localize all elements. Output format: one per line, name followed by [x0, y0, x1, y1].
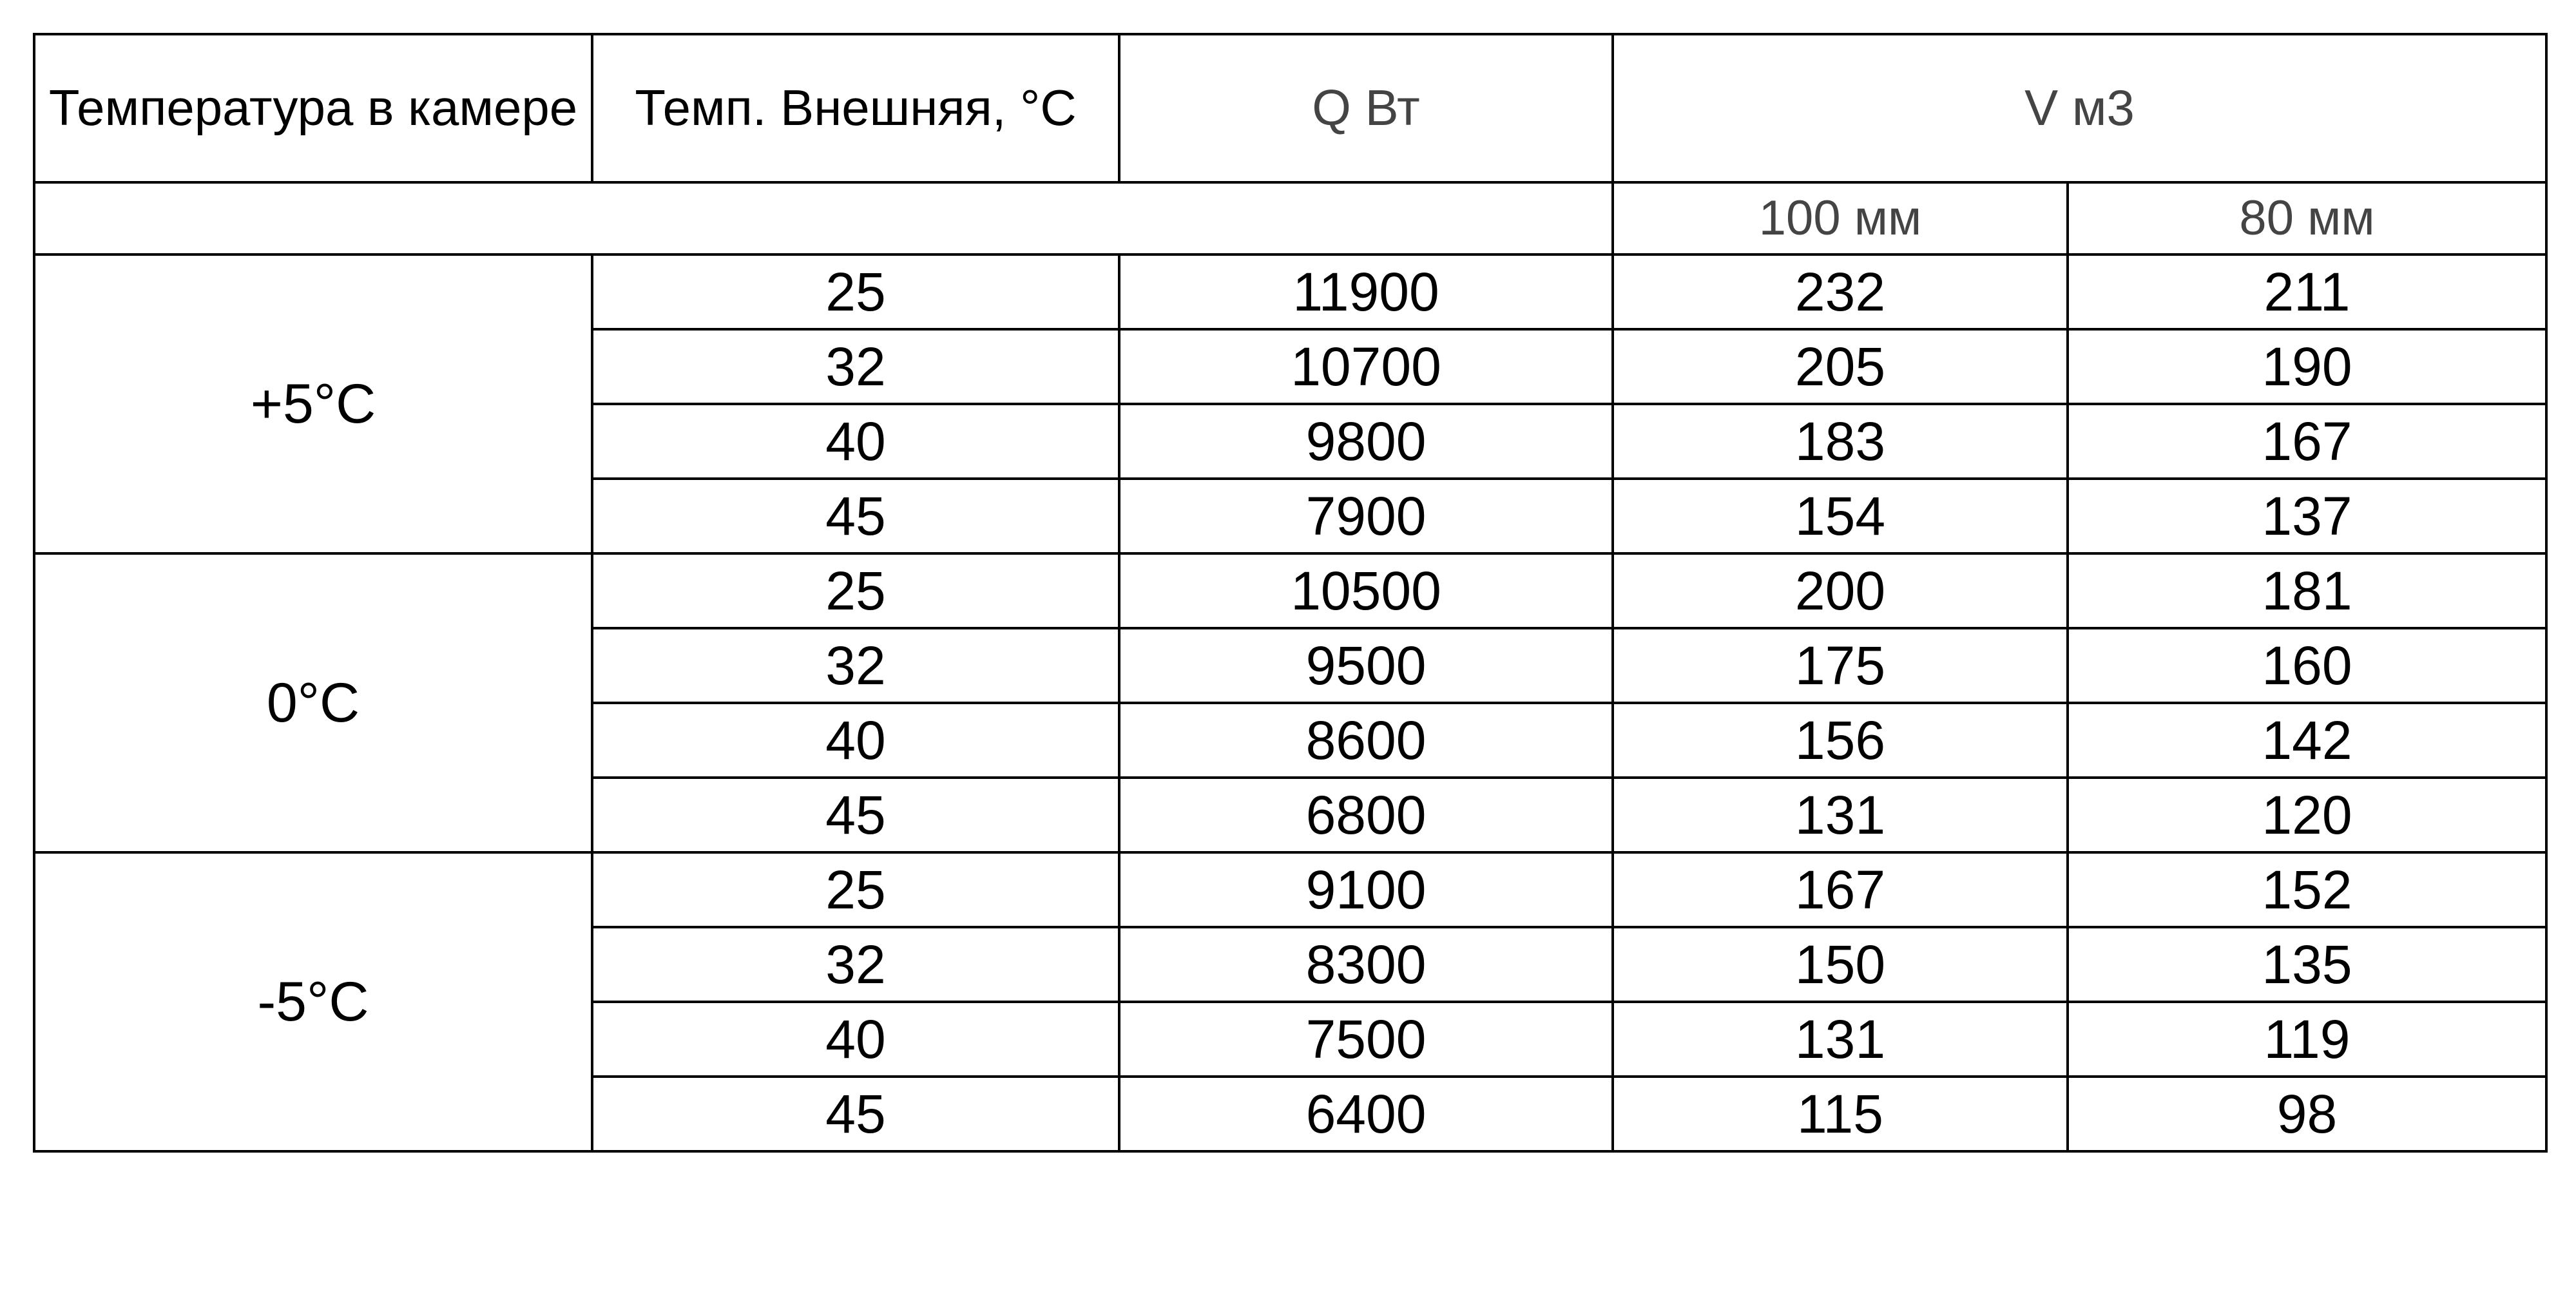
volume-80-cell: 167 — [2068, 404, 2546, 479]
volume-80-cell: 152 — [2068, 852, 2546, 927]
outside-temp-cell: 40 — [592, 1002, 1119, 1077]
volume-100-cell: 115 — [1613, 1077, 2068, 1151]
q-power-cell: 9500 — [1119, 628, 1613, 703]
table-row — [34, 553, 2546, 628]
outside-temp-cell: 32 — [592, 628, 1119, 703]
volume-80-cell: 120 — [2068, 778, 2546, 852]
q-power-cell: 9800 — [1119, 404, 1613, 479]
subheader-empty-cell — [34, 182, 1613, 254]
table-row — [34, 254, 2546, 329]
outside-temp-cell: 32 — [592, 329, 1119, 404]
volume-80-cell: 98 — [2068, 1077, 2546, 1151]
volume-100-cell: 156 — [1613, 703, 2068, 778]
header-chamber-temp: Температура в камере — [34, 34, 592, 182]
outside-temp-cell: 32 — [592, 927, 1119, 1002]
volume-100-cell: 200 — [1613, 553, 2068, 628]
volume-80-cell: 190 — [2068, 329, 2546, 404]
subheader-row — [34, 182, 2546, 254]
q-power-cell: 6800 — [1119, 778, 1613, 852]
volume-80-cell: 181 — [2068, 553, 2546, 628]
data-table-container — [33, 33, 2548, 1153]
volume-100-cell: 154 — [1613, 479, 2068, 553]
chamber-temp-group-label: +5°C — [34, 254, 592, 553]
q-power-cell: 9100 — [1119, 852, 1613, 927]
q-power-cell: 6400 — [1119, 1077, 1613, 1151]
volume-100-cell: 131 — [1613, 778, 2068, 852]
volume-80-cell: 135 — [2068, 927, 2546, 1002]
table-row — [34, 852, 2546, 927]
q-power-cell: 8300 — [1119, 927, 1613, 1002]
outside-temp-cell: 45 — [592, 1077, 1119, 1151]
volume-100-cell: 175 — [1613, 628, 2068, 703]
header-volume: V м3 — [1613, 34, 2546, 182]
volume-80-cell: 137 — [2068, 479, 2546, 553]
outside-temp-cell: 45 — [592, 479, 1119, 553]
header-thickness-100: 100 мм — [1613, 182, 2068, 254]
volume-100-cell: 131 — [1613, 1002, 2068, 1077]
outside-temp-cell: 40 — [592, 703, 1119, 778]
volume-80-cell: 142 — [2068, 703, 2546, 778]
header-thickness-80: 80 мм — [2068, 182, 2546, 254]
chamber-temp-group-label: -5°C — [34, 852, 592, 1151]
volume-100-cell: 150 — [1613, 927, 2068, 1002]
chamber-temp-group-label: 0°C — [34, 553, 592, 852]
volume-100-cell: 205 — [1613, 329, 2068, 404]
volume-80-cell: 119 — [2068, 1002, 2546, 1077]
volume-80-cell: 160 — [2068, 628, 2546, 703]
q-power-cell: 10500 — [1119, 553, 1613, 628]
outside-temp-cell: 25 — [592, 852, 1119, 927]
q-power-cell: 7900 — [1119, 479, 1613, 553]
header-row — [34, 34, 2546, 182]
header-outside-temp: Темп. Внешняя, °C — [592, 34, 1119, 182]
q-power-cell: 8600 — [1119, 703, 1613, 778]
outside-temp-cell: 45 — [592, 778, 1119, 852]
volume-80-cell: 211 — [2068, 254, 2546, 329]
volume-100-cell: 167 — [1613, 852, 2068, 927]
header-q-power: Q Вт — [1119, 34, 1613, 182]
cooling-capacity-table — [33, 33, 2548, 1153]
outside-temp-cell: 25 — [592, 254, 1119, 329]
q-power-cell: 7500 — [1119, 1002, 1613, 1077]
q-power-cell: 11900 — [1119, 254, 1613, 329]
outside-temp-cell: 40 — [592, 404, 1119, 479]
volume-100-cell: 232 — [1613, 254, 2068, 329]
outside-temp-cell: 25 — [592, 553, 1119, 628]
q-power-cell: 10700 — [1119, 329, 1613, 404]
volume-100-cell: 183 — [1613, 404, 2068, 479]
